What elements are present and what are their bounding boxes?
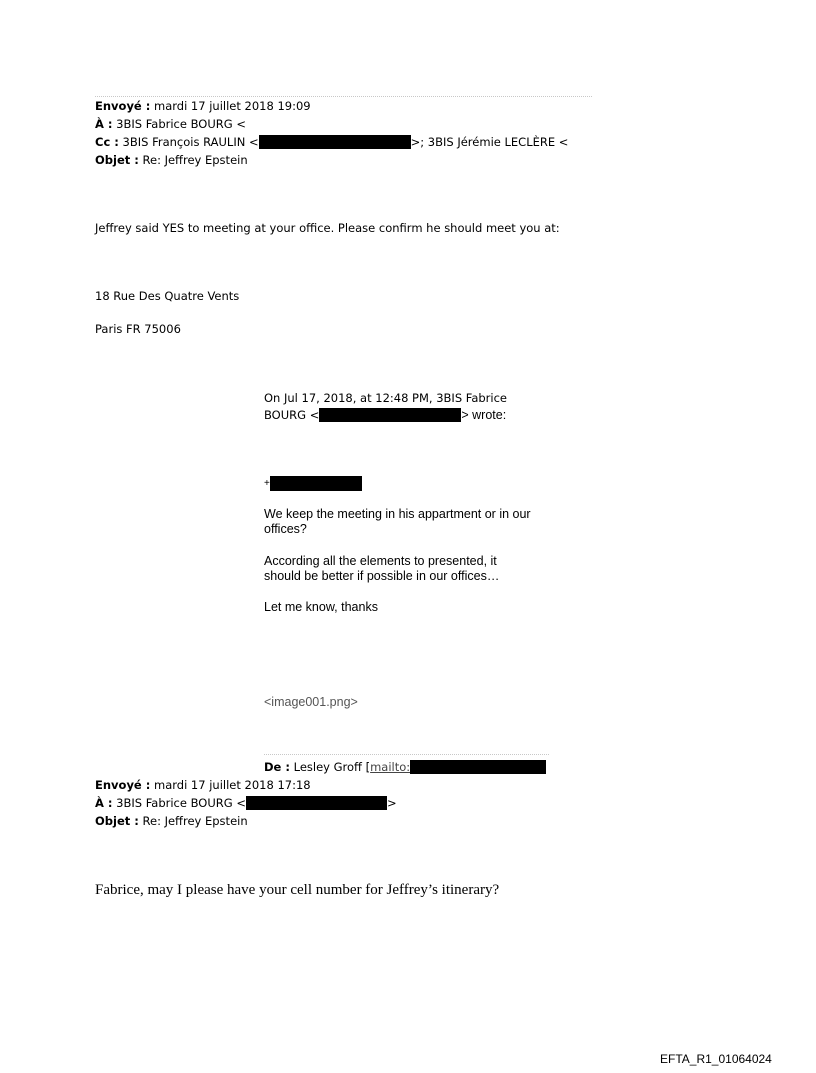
redaction-box	[319, 408, 461, 422]
sent-label: Envoyé :	[95, 99, 151, 113]
body-line-2: Fabrice, may I please have your cell number for Jeffrey’s itinerary?	[95, 882, 500, 898]
quote-intro-suffix: > wrote:	[461, 408, 507, 422]
quote-para1-line2: offices?	[264, 522, 307, 536]
subject-row	[95, 151, 248, 169]
to-row	[95, 115, 246, 133]
to-value: 3BIS Fabrice BOURG <	[116, 117, 246, 131]
document-id: EFTA_R1_01064024	[660, 1052, 772, 1066]
to-value-2: 3BIS Fabrice BOURG <	[116, 796, 246, 810]
cc-value-b: >; 3BIS Jérémie LECLÈRE <	[410, 135, 569, 149]
sent-value-2: mardi 17 juillet 2018 17:18	[154, 778, 311, 792]
attachment-placeholder: <image001.png>	[264, 695, 358, 709]
subject-label-2: Objet :	[95, 814, 139, 828]
mailto-link[interactable]: mailto:	[370, 760, 411, 774]
subject-label: Objet :	[95, 153, 139, 167]
header-separator	[264, 754, 549, 755]
sent-value: mardi 17 juillet 2018 19:09	[154, 99, 311, 113]
to-row-2	[95, 794, 397, 812]
cc-label: Cc :	[95, 135, 119, 149]
quote-para1-line1: We keep the meeting in his appartment or in our	[264, 507, 531, 521]
to-label: À :	[95, 117, 113, 131]
to-label-2: À :	[95, 796, 113, 810]
quote-intro-line-2	[264, 408, 506, 423]
from-row	[264, 758, 546, 776]
quote-intro-prefix: BOURG <	[264, 408, 320, 422]
quote-para2-line1: According all the elements to presented, it	[264, 554, 497, 568]
sent-row-2	[95, 776, 311, 794]
from-label: De :	[264, 760, 290, 774]
address-line-1: 18 Rue Des Quatre Vents	[95, 289, 240, 303]
quote-para3: Let me know, thanks	[264, 600, 378, 614]
quote-intro-line-1: On Jul 17, 2018, at 12:48 PM, 3BIS Fabrice	[264, 391, 508, 405]
subject-value-2: Re: Jeffrey Epstein	[142, 814, 248, 828]
redaction-box	[246, 796, 387, 810]
cc-row	[95, 133, 568, 151]
body-line: Jeffrey said YES to meeting at your office. Please confirm he should meet you at:	[95, 221, 560, 235]
address-line-2: Paris FR 75006	[95, 322, 181, 336]
sent-label-2: Envoyé :	[95, 778, 151, 792]
subject-value: Re: Jeffrey Epstein	[142, 153, 248, 167]
from-value: Lesley Groff [	[293, 760, 371, 774]
cc-value-a: 3BIS François RAULIN <	[122, 135, 259, 149]
redaction-box	[259, 135, 411, 149]
quote-para2-line2: should be better if possible in our offices…	[264, 569, 500, 583]
redaction-box	[270, 476, 362, 491]
sent-row	[95, 97, 311, 115]
subject-row-2	[95, 812, 248, 830]
redaction-box	[410, 760, 546, 774]
phone-line	[264, 475, 362, 491]
plus-sign: +	[264, 478, 270, 489]
to-suffix-2: >	[386, 796, 397, 810]
